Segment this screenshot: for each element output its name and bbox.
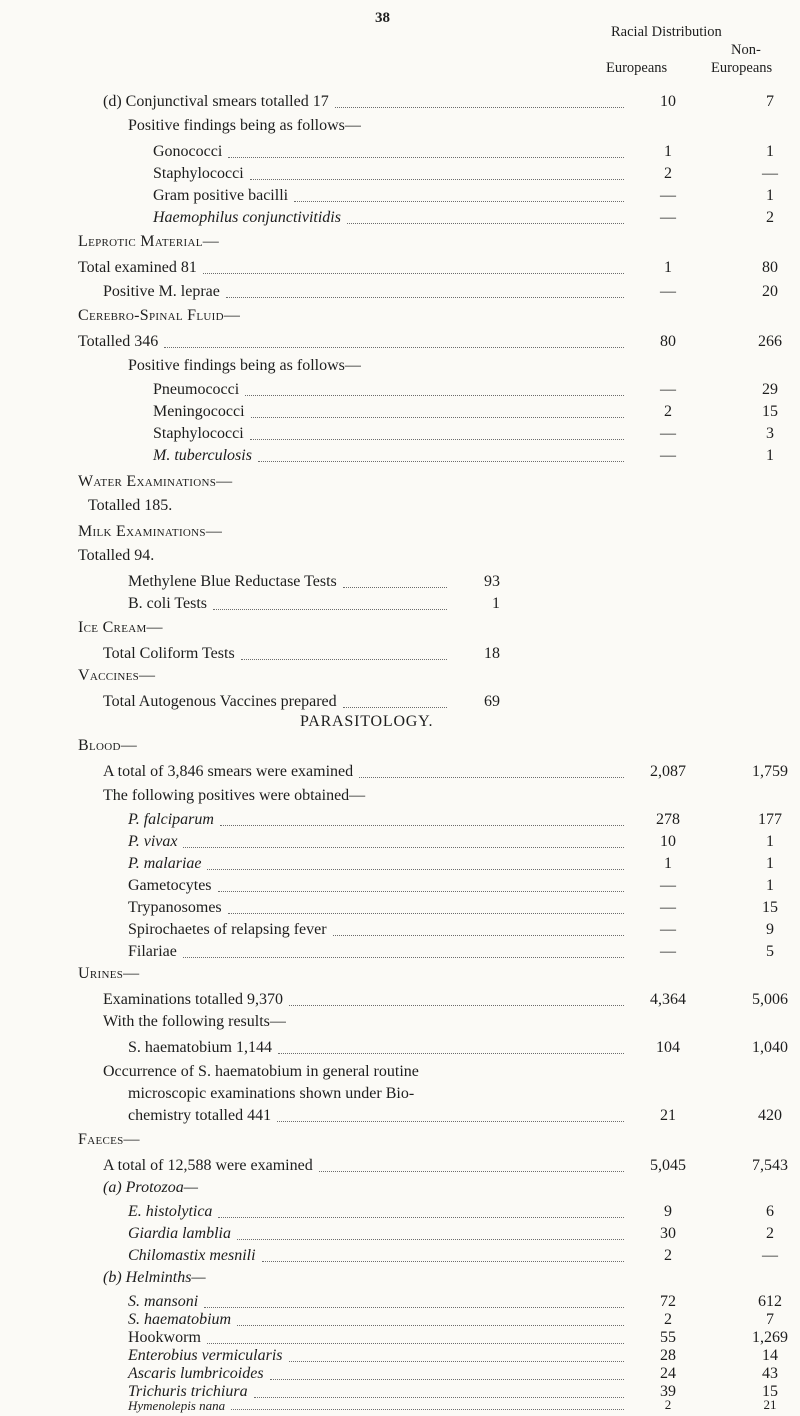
cell-noneu: 9 xyxy=(766,921,774,938)
row-gametocytes: Gametocytes xyxy=(128,874,630,896)
row-chilomastix: Chilomastix mesnili xyxy=(128,1244,630,1266)
row-enterobius: Enterobius vermicularis xyxy=(128,1344,630,1366)
row-pneumococci: Pneumococci xyxy=(153,378,630,400)
row-p-falciparum: P. falciparum xyxy=(128,808,630,830)
cell-eu: 30 xyxy=(660,1225,676,1242)
subheading: Positive findings being as follows— xyxy=(128,357,361,374)
cell-noneu: 6 xyxy=(766,1203,774,1220)
cell-noneu: 1 xyxy=(766,877,774,894)
cell-noneu: 1 xyxy=(766,187,774,204)
section-ice-cream: Ice Cream— xyxy=(78,619,163,636)
row-p-malariae: P. malariae xyxy=(128,852,630,874)
cell-noneu: 15 xyxy=(762,1383,778,1400)
row-staphylococci-csf: Staphylococci xyxy=(153,422,630,444)
row-csf-total: Totalled 346 xyxy=(78,330,630,352)
cell-eu: 2 xyxy=(664,1247,672,1264)
cell-noneu: 14 xyxy=(762,1347,778,1364)
cell-eu: — xyxy=(660,877,676,894)
cell-eu: 2 xyxy=(664,165,672,182)
row-conjunctival: (d) Conjunctival smears totalled 17 xyxy=(103,90,630,112)
section-faeces: Faeces— xyxy=(78,1131,140,1148)
row-spirochaetes: Spirochaetes of relapsing fever xyxy=(128,918,630,940)
section-water: Water Examinations— xyxy=(78,473,233,490)
cell-count: 18 xyxy=(484,645,500,662)
milk-total: Totalled 94. xyxy=(78,547,155,564)
subheading: Positive findings being as follows— xyxy=(128,117,361,134)
header-non-europeans: Europeans xyxy=(711,60,773,76)
cell-noneu: 420 xyxy=(758,1107,782,1124)
cell-eu: 55 xyxy=(660,1329,676,1346)
row-gram-positive: Gram positive bacilli xyxy=(153,184,630,206)
note-line-2: microscopic examinations shown under Bio- xyxy=(128,1085,415,1102)
cell-eu: — xyxy=(660,381,676,398)
section-leprotic: Leprotic Material— xyxy=(78,233,220,250)
row-leprotic-total: Total examined 81 xyxy=(78,256,630,278)
row-trichuris: Trichuris trichiura xyxy=(128,1380,630,1402)
cell-noneu: 2 xyxy=(766,1225,774,1242)
cell-eu: — xyxy=(660,447,676,464)
cell-eu: — xyxy=(660,425,676,442)
cell-eu: 278 xyxy=(656,811,680,828)
cell-noneu: 7,543 xyxy=(752,1157,788,1174)
row-autogenous: Total Autogenous Vaccines prepared xyxy=(103,690,453,712)
section-vaccines: Vaccines— xyxy=(78,667,156,684)
row-m-leprae: Positive M. leprae xyxy=(103,280,630,302)
cell-eu: 72 xyxy=(660,1293,676,1310)
cell-noneu: — xyxy=(762,1247,778,1264)
row-methylene-blue: Methylene Blue Reductase Tests xyxy=(128,570,453,592)
cell-eu: 1 xyxy=(664,259,672,276)
row-hookworm: Hookworm xyxy=(128,1326,630,1348)
cell-noneu: 43 xyxy=(762,1365,778,1382)
row-faeces-total: A total of 12,588 were examined xyxy=(103,1154,630,1176)
cell-eu: — xyxy=(660,209,676,226)
cell-eu: 2 xyxy=(664,1311,672,1328)
row-haemophilus: Haemophilus conjunctivitidis xyxy=(153,206,630,228)
row-m-tuberculosis: M. tuberculosis xyxy=(153,444,630,466)
cell-eu: — xyxy=(660,921,676,938)
cell-eu: — xyxy=(660,899,676,916)
row-ascaris: Ascaris lumbricoides xyxy=(128,1362,630,1384)
cell-noneu: 3 xyxy=(766,425,774,442)
row-staphylococci: Staphylococci xyxy=(153,162,630,184)
cell-noneu: 1,269 xyxy=(752,1329,788,1346)
row-urine-total: Examinations totalled 9,370 xyxy=(103,988,630,1010)
row-trypanosomes: Trypanosomes xyxy=(128,896,630,918)
row-e-histolytica: E. histolytica xyxy=(128,1200,630,1222)
section-milk: Milk Examinations— xyxy=(78,523,223,540)
cell-noneu: 1,040 xyxy=(752,1039,788,1056)
cell-noneu: 1,759 xyxy=(752,763,788,780)
row-filariae: Filariae xyxy=(128,940,630,962)
cell-noneu: 177 xyxy=(758,811,782,828)
header-europeans: Europeans xyxy=(606,60,668,76)
cell-eu: 39 xyxy=(660,1383,676,1400)
page-number: 38 xyxy=(375,10,390,26)
cell-count: 1 xyxy=(492,595,500,612)
cell-eu: 5,045 xyxy=(650,1157,686,1174)
cell-noneu: 266 xyxy=(758,333,782,350)
row-s-haematobium: S. haematobium xyxy=(128,1308,630,1330)
cell-eu: 1 xyxy=(664,143,672,160)
row-p-vivax: P. vivax xyxy=(128,830,630,852)
cell-eu: 10 xyxy=(660,833,676,850)
cell-eu: 28 xyxy=(660,1347,676,1364)
cell-noneu: 80 xyxy=(762,259,778,276)
cell-noneu: 1 xyxy=(766,855,774,872)
row-biochemistry: chemistry totalled 441 xyxy=(128,1104,630,1126)
subheading: The following positives were obtained— xyxy=(103,787,366,804)
cell-eu: 2 xyxy=(664,403,672,420)
cell-count: 69 xyxy=(484,693,500,710)
cell-eu: — xyxy=(660,943,676,960)
section-urines: Urines— xyxy=(78,965,140,982)
cell-eu: — xyxy=(660,283,676,300)
cell-count: 93 xyxy=(484,573,500,590)
row-gonococci: Gonococci xyxy=(153,140,630,162)
cell-noneu: 7 xyxy=(766,93,774,110)
cell-eu: 80 xyxy=(660,333,676,350)
row-s-haematobium-urine: S. haematobium 1,144 xyxy=(128,1036,630,1058)
cell-noneu: 15 xyxy=(762,899,778,916)
subheading-protozoa: (a) Protozoa— xyxy=(103,1179,198,1196)
row-strongyloides xyxy=(128,1400,156,1401)
cell-eu: 104 xyxy=(656,1039,680,1056)
cell-eu: 10 xyxy=(660,93,676,110)
cell-eu: 21 xyxy=(660,1107,676,1124)
cell-noneu: 5,006 xyxy=(752,991,788,1008)
cell-noneu: 15 xyxy=(762,403,778,420)
cell-noneu: 29 xyxy=(762,381,778,398)
row-meningococci: Meningococci xyxy=(153,400,630,422)
header-non: Non- xyxy=(731,42,761,58)
subheading-helminths: (b) Helminths— xyxy=(103,1269,206,1286)
row-blood-total: A total of 3,846 smears were examined xyxy=(103,760,630,782)
cell-eu: 4,364 xyxy=(650,991,686,1008)
row-b-coli: B. coli Tests xyxy=(128,592,453,614)
row-coliform: Total Coliform Tests xyxy=(103,642,453,664)
cell-noneu: 1 xyxy=(766,143,774,160)
cell-eu: — xyxy=(660,187,676,204)
cell-eu: 2 xyxy=(664,1397,672,1412)
cell-noneu: 2 xyxy=(766,209,774,226)
section-blood: Blood— xyxy=(78,737,138,754)
row-giardia: Giardia lamblia xyxy=(128,1222,630,1244)
cell-noneu: 21 xyxy=(763,1397,777,1412)
cell-eu: 24 xyxy=(660,1365,676,1382)
cell-noneu: 7 xyxy=(766,1311,774,1328)
water-total: Totalled 185. xyxy=(88,497,173,514)
cell-noneu: 5 xyxy=(766,943,774,960)
cell-noneu: — xyxy=(762,165,778,182)
cell-noneu: 612 xyxy=(758,1293,782,1310)
cell-eu: 1 xyxy=(664,855,672,872)
cell-noneu: 1 xyxy=(766,833,774,850)
subheading: With the following results— xyxy=(103,1013,286,1030)
row-hymenolepis: Hymenolepis nana xyxy=(128,1396,630,1414)
cell-noneu: 1 xyxy=(766,447,774,464)
row-s-mansoni: S. mansoni xyxy=(128,1290,630,1312)
section-csf: Cerebro-Spinal Fluid— xyxy=(78,307,241,324)
note-line-1: Occurrence of S. haematobium in general routine xyxy=(103,1063,419,1080)
cell-eu: 9 xyxy=(664,1203,672,1220)
cell-eu: 2,087 xyxy=(650,763,686,780)
parasitology-heading: PARASITOLOGY. xyxy=(300,713,434,730)
header-racial-distribution: Racial Distribution xyxy=(611,24,722,40)
cell-noneu: 20 xyxy=(762,283,778,300)
